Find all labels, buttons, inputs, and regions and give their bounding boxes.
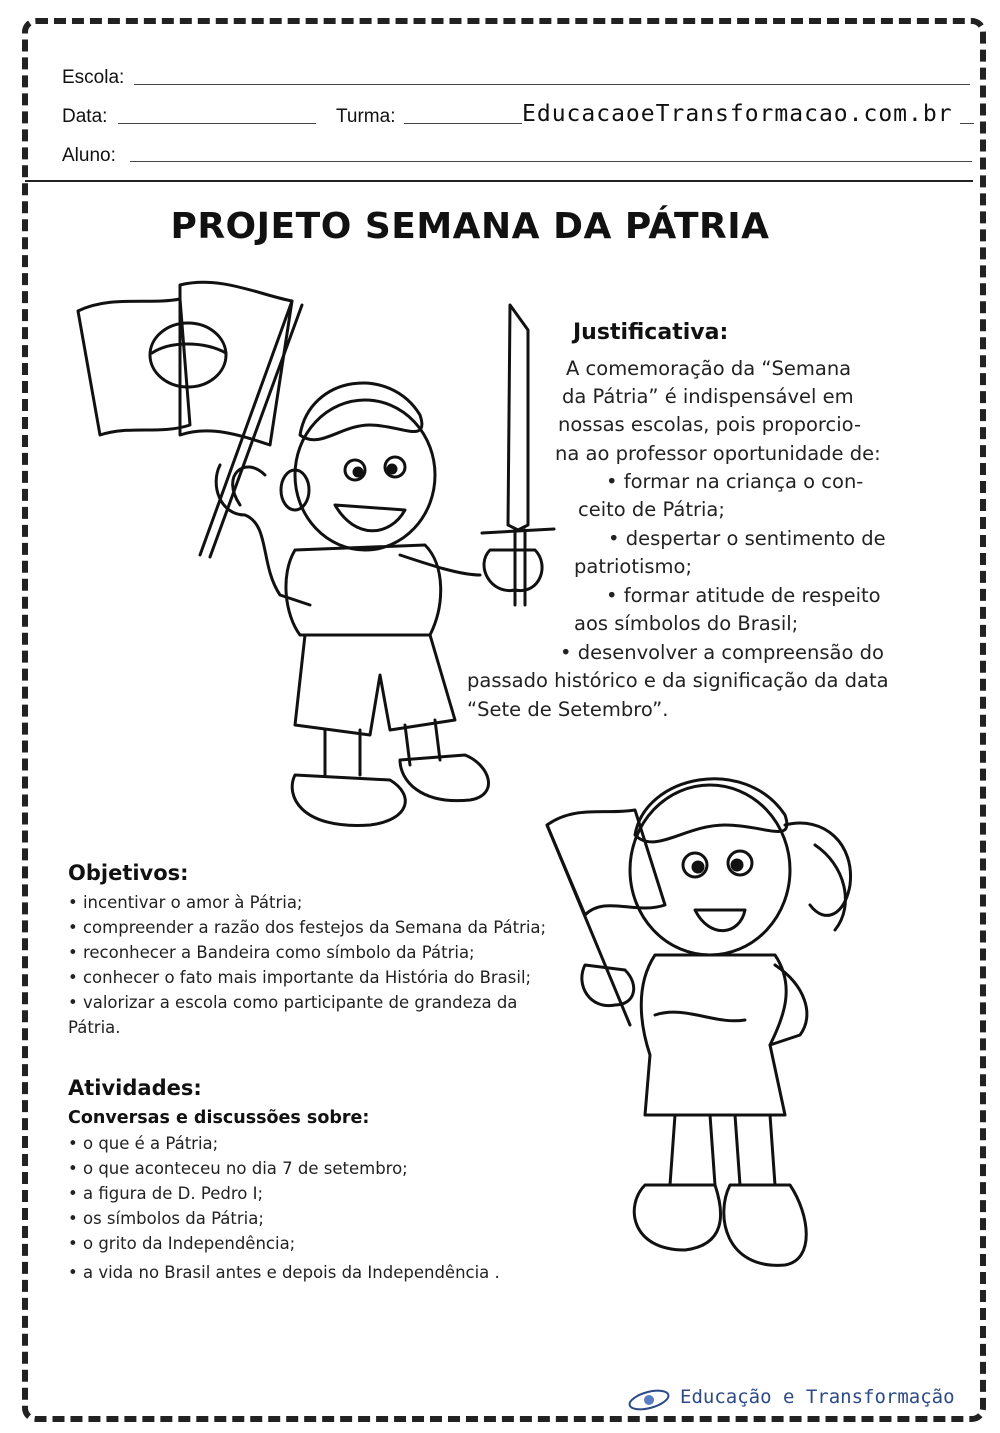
justificativa-line: nossas escolas, pois proporcio- — [558, 413, 861, 436]
data-label: Data: — [62, 106, 108, 127]
objetivos-item: • conhecer o fato mais importante da História do Brasil; — [68, 968, 532, 987]
justificativa-line: patriotismo; — [574, 555, 693, 578]
atividades-item: • a vida no Brasil antes e depois da Independência . — [68, 1263, 500, 1282]
objetivos-title: Objetivos: — [68, 861, 189, 885]
atividades-title: Atividades: — [68, 1076, 202, 1100]
justificativa-line: “Sete de Setembro”. — [467, 698, 669, 721]
objetivos-item: • compreender a razão dos festejos da Semana da Pátria; — [68, 918, 547, 937]
atividades-item: • o que é a Pátria; — [68, 1134, 219, 1153]
atividades-item: • a figura de D. Pedro I; — [68, 1184, 264, 1203]
page-title: PROJETO SEMANA DA PÁTRIA — [170, 206, 770, 247]
brand-logo-icon — [626, 1385, 672, 1415]
footer-brand: Educação e Transformação — [680, 1386, 955, 1408]
justificativa-line: passado histórico e da significação da data — [467, 669, 889, 692]
aluno-label: Aluno: — [62, 145, 116, 166]
justificativa-line: na ao professor oportunidade de: — [555, 442, 881, 465]
website-text: EducacaoeTransformacao.com.br — [522, 101, 953, 127]
atividades-item: • o grito da Independência; — [68, 1234, 296, 1253]
objetivos-item: Pátria. — [68, 1018, 121, 1037]
justificativa-title: Justificativa: — [573, 320, 729, 345]
objetivos-item: • incentivar o amor à Pátria; — [68, 893, 303, 912]
justificativa-line: ceito de Pátria; — [578, 498, 725, 521]
turma-label: Turma: — [336, 106, 396, 127]
atividades-item: • o que aconteceu no dia 7 de setembro; — [68, 1159, 408, 1178]
justificativa-line: • formar na criança o con- — [606, 470, 864, 493]
justificativa-line: da Pátria” é indispensável em — [562, 385, 854, 408]
escola-label: Escola: — [62, 67, 125, 88]
justificativa-line: • desenvolver a compreensão do — [560, 641, 884, 664]
justificativa-line: A comemoração da “Semana — [566, 357, 852, 380]
objetivos-item: • valorizar a escola como participante de grandeza da — [68, 993, 518, 1012]
justificativa-line: • despertar o sentimento de — [608, 527, 886, 550]
justificativa-line: • formar atitude de respeito — [606, 584, 881, 607]
atividades-item: • os símbolos da Pátria; — [68, 1209, 264, 1228]
atividades-subtitle: Conversas e discussões sobre: — [68, 1108, 370, 1128]
girl-with-flag-illustration — [545, 755, 890, 1315]
justificativa-line: aos símbolos do Brasil; — [574, 612, 799, 635]
objetivos-item: • reconhecer a Bandeira como símbolo da Pátria; — [68, 943, 475, 962]
